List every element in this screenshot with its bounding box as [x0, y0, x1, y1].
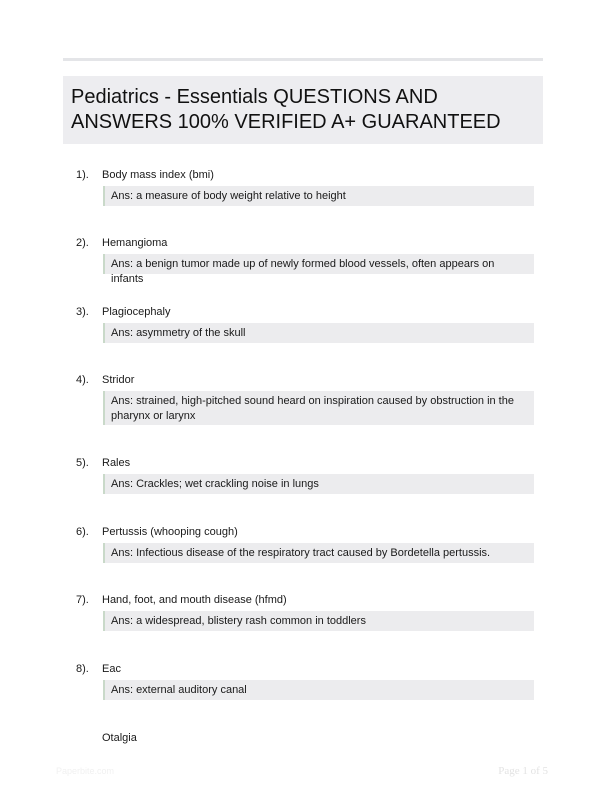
answer-box: Ans: Crackles; wet crackling noise in lungs — [103, 474, 534, 494]
question-text: Body mass index (bmi) — [102, 169, 214, 181]
question-text: Stridor — [102, 374, 135, 386]
question-text: Pertussis (whooping cough) — [102, 526, 238, 538]
answer-box: Ans: strained, high-pitched sound heard on inspiration caused by obstruction in the pharynx or larynx — [103, 391, 534, 425]
question-text: Rales — [102, 457, 131, 469]
answer-box: Ans: external auditory canal — [103, 680, 534, 700]
answer-box: Ans: a measure of body weight relative to height — [103, 186, 534, 206]
question-text: Otalgia — [102, 732, 137, 744]
question-number: 3). — [76, 306, 89, 318]
document-title: Pediatrics - Essentials QUESTIONS AND ANSWERS 100% VERIFIED A+ GUARANTEED — [71, 86, 501, 133]
question-number: 7). — [76, 594, 89, 606]
question-number: 8). — [76, 663, 89, 675]
top-divider — [63, 58, 543, 61]
answer-box: Ans: asymmetry of the skull — [103, 323, 534, 343]
question-number: 6). — [76, 526, 89, 538]
answer-box: Ans: Infectious disease of the respiratory tract caused by Bordetella pertussis. — [103, 543, 534, 563]
question-number: 5). — [76, 457, 89, 469]
question-text: Eac — [102, 663, 121, 675]
question-number: 4). — [76, 374, 89, 386]
answer-box: Ans: a benign tumor made up of newly formed blood vessels, often appears on infants — [103, 254, 534, 274]
title-banner — [63, 76, 543, 144]
question-text: Plagiocephaly — [102, 306, 171, 318]
footer-watermark: Paperbite.com — [56, 766, 115, 776]
question-number: 2). — [76, 237, 89, 249]
question-text: Hand, foot, and mouth disease (hfmd) — [102, 594, 287, 606]
page-indicator: Page 1 of 5 — [498, 765, 548, 777]
question-text: Hemangioma — [102, 237, 168, 249]
question-number: 1). — [76, 169, 89, 181]
answer-box: Ans: a widespread, blistery rash common in toddlers — [103, 611, 534, 631]
